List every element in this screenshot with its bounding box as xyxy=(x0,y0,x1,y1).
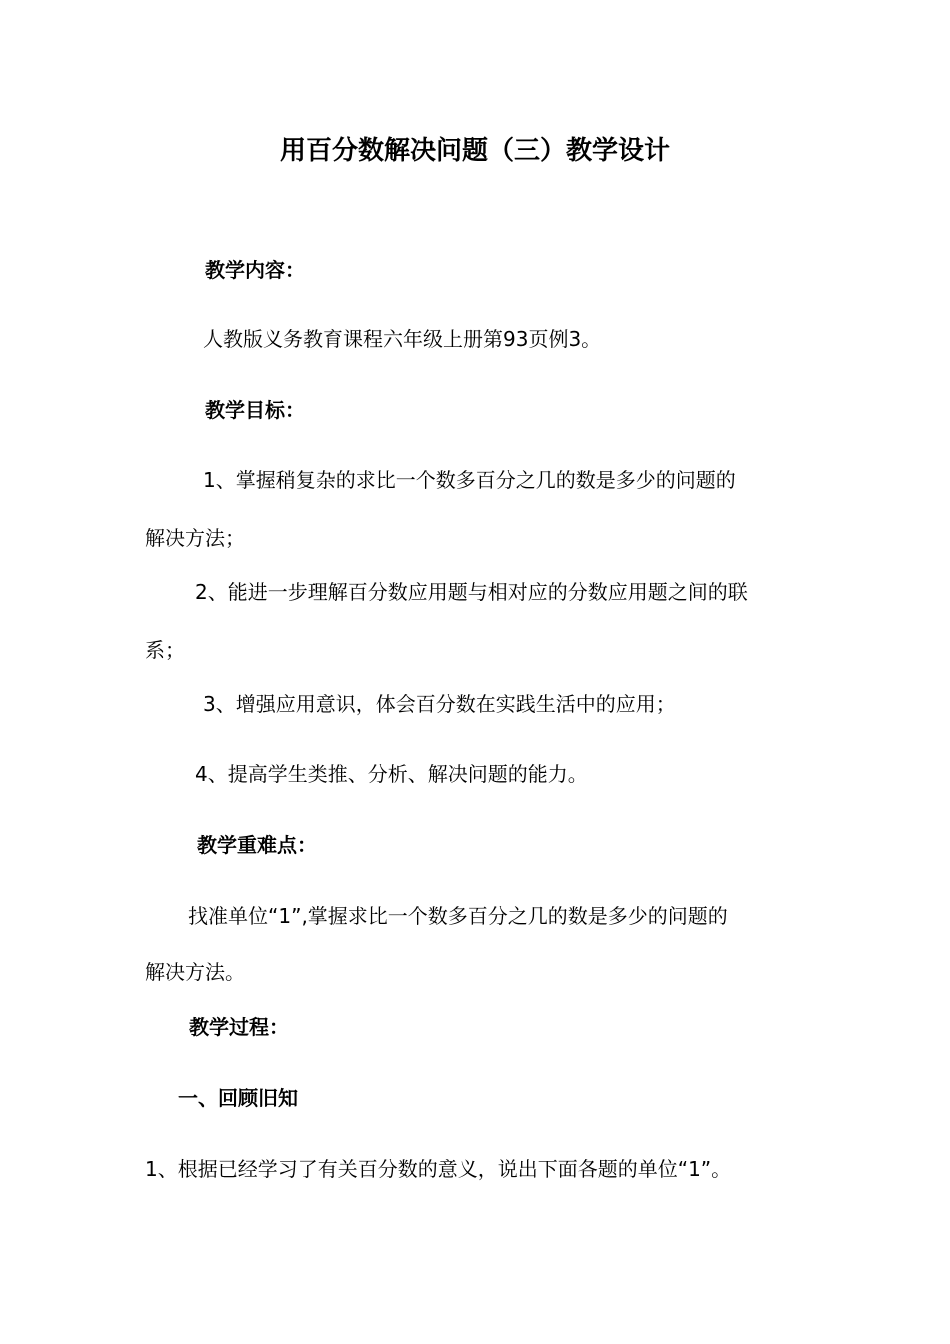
goal-1-line-1: 1、掌握稍复杂的求比一个数多百分之几的数是多少的问题的 xyxy=(203,468,736,492)
goals-heading: 教学目标： xyxy=(205,398,305,422)
goal-3: 3、增强应用意识，体会百分数在实践生活中的应用； xyxy=(203,692,676,716)
content-text: 人教版义务教育课程六年级上册第93页例3。 xyxy=(203,327,602,351)
goal-1-line-2: 解决方法； xyxy=(145,526,245,550)
key-points-line-1: 找准单位“1”,掌握求比一个数多百分之几的数是多少的问题的 xyxy=(188,904,728,928)
process-heading: 教学过程： xyxy=(189,1015,289,1039)
part-1-item-1: 1、根据已经学习了有关百分数的意义，说出下面各题的单位“1”。 xyxy=(145,1157,732,1181)
document-title: 用百分数解决问题（三）教学设计 xyxy=(279,136,670,166)
goal-2-line-2: 系； xyxy=(145,638,185,662)
key-points-heading: 教学重难点： xyxy=(197,833,317,857)
goal-4: 4、提高学生类推、分析、解决问题的能力。 xyxy=(195,762,588,786)
key-points-line-2: 解决方法。 xyxy=(145,960,245,984)
goal-2-line-1: 2、能进一步理解百分数应用题与相对应的分数应用题之间的联 xyxy=(195,580,748,604)
content-heading: 教学内容： xyxy=(205,258,305,282)
part-1-heading: 一、回顾旧知 xyxy=(178,1086,298,1110)
